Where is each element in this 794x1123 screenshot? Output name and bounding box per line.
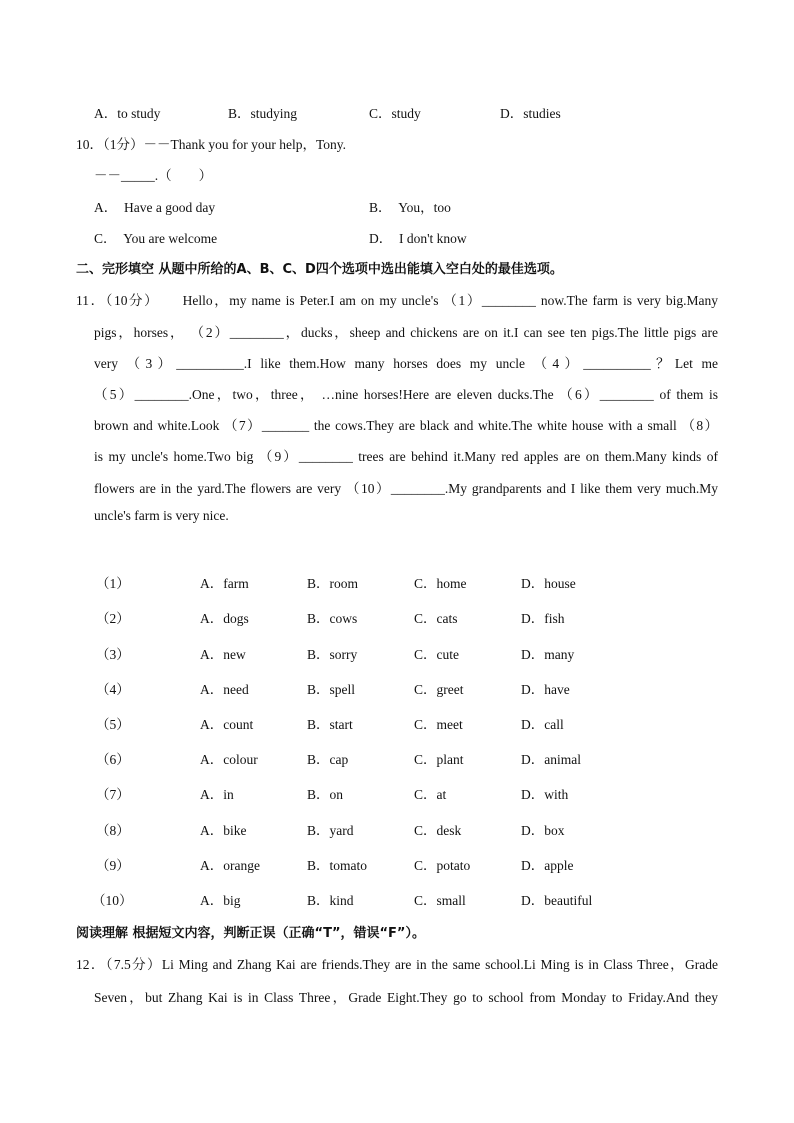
option-number: （10） <box>92 893 133 908</box>
option-c: C．home <box>414 576 467 591</box>
option-number: （7） <box>96 787 130 802</box>
q11-option-row <box>0 889 794 909</box>
option-number: （4） <box>96 682 130 697</box>
option-number: （8） <box>96 823 130 838</box>
option-b: B．room <box>307 576 359 591</box>
q11-line-2: pigs，horses， （2）________，ducks，sheep and chickens are on it.I can see ten pigs.The little pigs are <box>94 325 718 340</box>
option-b: B．sorry <box>307 647 358 662</box>
section2-heading: 二、完形填空 从题中所给的A、B、C、D四个选项中选出能填入空白处的最佳选项。 <box>76 262 563 277</box>
option-d: D．call <box>521 717 564 732</box>
q10-reply: －－_____.（ ） <box>94 168 213 183</box>
option-c: C．at <box>414 787 447 802</box>
q9-option-d: D．studies <box>500 106 561 121</box>
option-d: D．animal <box>521 752 581 767</box>
q10-option-b: B． You，too <box>369 200 451 215</box>
option-c: C．small <box>414 893 466 908</box>
q9-option-c: C．study <box>369 106 421 121</box>
q11-line-3: very （3）__________.I like them.How many horses does my uncle （4）__________？Let me <box>94 356 718 371</box>
q11-option-row <box>0 854 794 874</box>
option-c: C．cute <box>414 647 459 662</box>
option-a: A．count <box>200 717 254 732</box>
option-number: （3） <box>96 647 130 662</box>
option-a: A．dogs <box>200 611 249 626</box>
option-a: A．farm <box>200 576 249 591</box>
q10-option-c: C． You are welcome <box>94 231 218 246</box>
option-c: C．greet <box>414 682 464 697</box>
option-a: A．bike <box>200 823 247 838</box>
q10-stem: 10．（1分）－－Thank you for your help，Tony. <box>76 137 347 152</box>
option-c: C．potato <box>414 858 471 873</box>
option-d: D．have <box>521 682 570 697</box>
q12-line-2: Seven，but Zhang Kai is in Class Three，Grade Eight.They go to school from Monday to Friday.And they <box>94 990 718 1005</box>
option-c: C．desk <box>414 823 462 838</box>
q11-line-1: 11．（10分） Hello，my name is Peter.I am on my uncle's （1）________ now.The farm is very big.Many <box>76 293 718 308</box>
option-number: （9） <box>96 858 130 873</box>
option-number: （5） <box>96 717 130 732</box>
option-number: （1） <box>96 576 130 591</box>
option-d: D．apple <box>521 858 574 873</box>
option-a: A．in <box>200 787 234 802</box>
option-number: （6） <box>96 752 130 767</box>
q11-option-row <box>0 572 794 592</box>
option-b: B．tomato <box>307 858 367 873</box>
option-b: B．kind <box>307 893 354 908</box>
option-a: A．new <box>200 647 246 662</box>
option-a: A．orange <box>200 858 260 873</box>
option-a: A．colour <box>200 752 258 767</box>
q11-option-row <box>0 643 794 663</box>
q11-option-row <box>0 819 794 839</box>
q11-option-row <box>0 783 794 803</box>
option-a: A．need <box>200 682 249 697</box>
option-c: C．cats <box>414 611 458 626</box>
section3-heading: 阅读理解 根据短文内容，判断正误（正确“T”，错误“F”）。 <box>76 926 425 941</box>
option-b: B．on <box>307 787 344 802</box>
q11-option-row <box>0 607 794 627</box>
option-d: D．with <box>521 787 569 802</box>
option-d: D．beautiful <box>521 893 593 908</box>
q11-option-row <box>0 713 794 733</box>
q9-option-a: A．to study <box>94 106 161 121</box>
q11-line-4: （5）________.One，two，three， …nine horses!Here are eleven ducks.The （6）________ of them is <box>94 387 718 402</box>
q11-option-row <box>0 748 794 768</box>
option-b: B．spell <box>307 682 356 697</box>
q10-option-a: A． Have a good day <box>94 200 216 215</box>
option-d: D．fish <box>521 611 565 626</box>
option-b: B．cap <box>307 752 349 767</box>
q10-option-d: D． I don't know <box>369 231 467 246</box>
option-d: D．box <box>521 823 565 838</box>
q11-line-7: flowers are in the yard.The flowers are very （10）________.My grandparents and I like them very much.My <box>94 481 718 496</box>
option-d: D．many <box>521 647 575 662</box>
option-d: D．house <box>521 576 576 591</box>
q11-option-row <box>0 678 794 698</box>
option-c: C．meet <box>414 717 463 732</box>
q11-line-5: brown and white.Look （7）_______ the cows.They are black and white.The white house with a small （8） <box>94 418 718 433</box>
option-c: C．plant <box>414 752 464 767</box>
q9-option-b: B．studying <box>228 106 298 121</box>
option-b: B．yard <box>307 823 354 838</box>
q11-line-6: is my uncle's home.Two big （9）________ trees are behind it.Many red apples are on them.Many kinds of <box>94 449 718 464</box>
option-b: B．cows <box>307 611 358 626</box>
q11-line-8: uncle's farm is very nice. <box>94 508 229 523</box>
q12-line-1: 12．（7.5分）Li Ming and Zhang Kai are friends.They are in the same school.Li Ming is in Class Three，Grade <box>76 957 718 972</box>
option-b: B．start <box>307 717 353 732</box>
option-number: （2） <box>96 611 130 626</box>
option-a: A．big <box>200 893 241 908</box>
